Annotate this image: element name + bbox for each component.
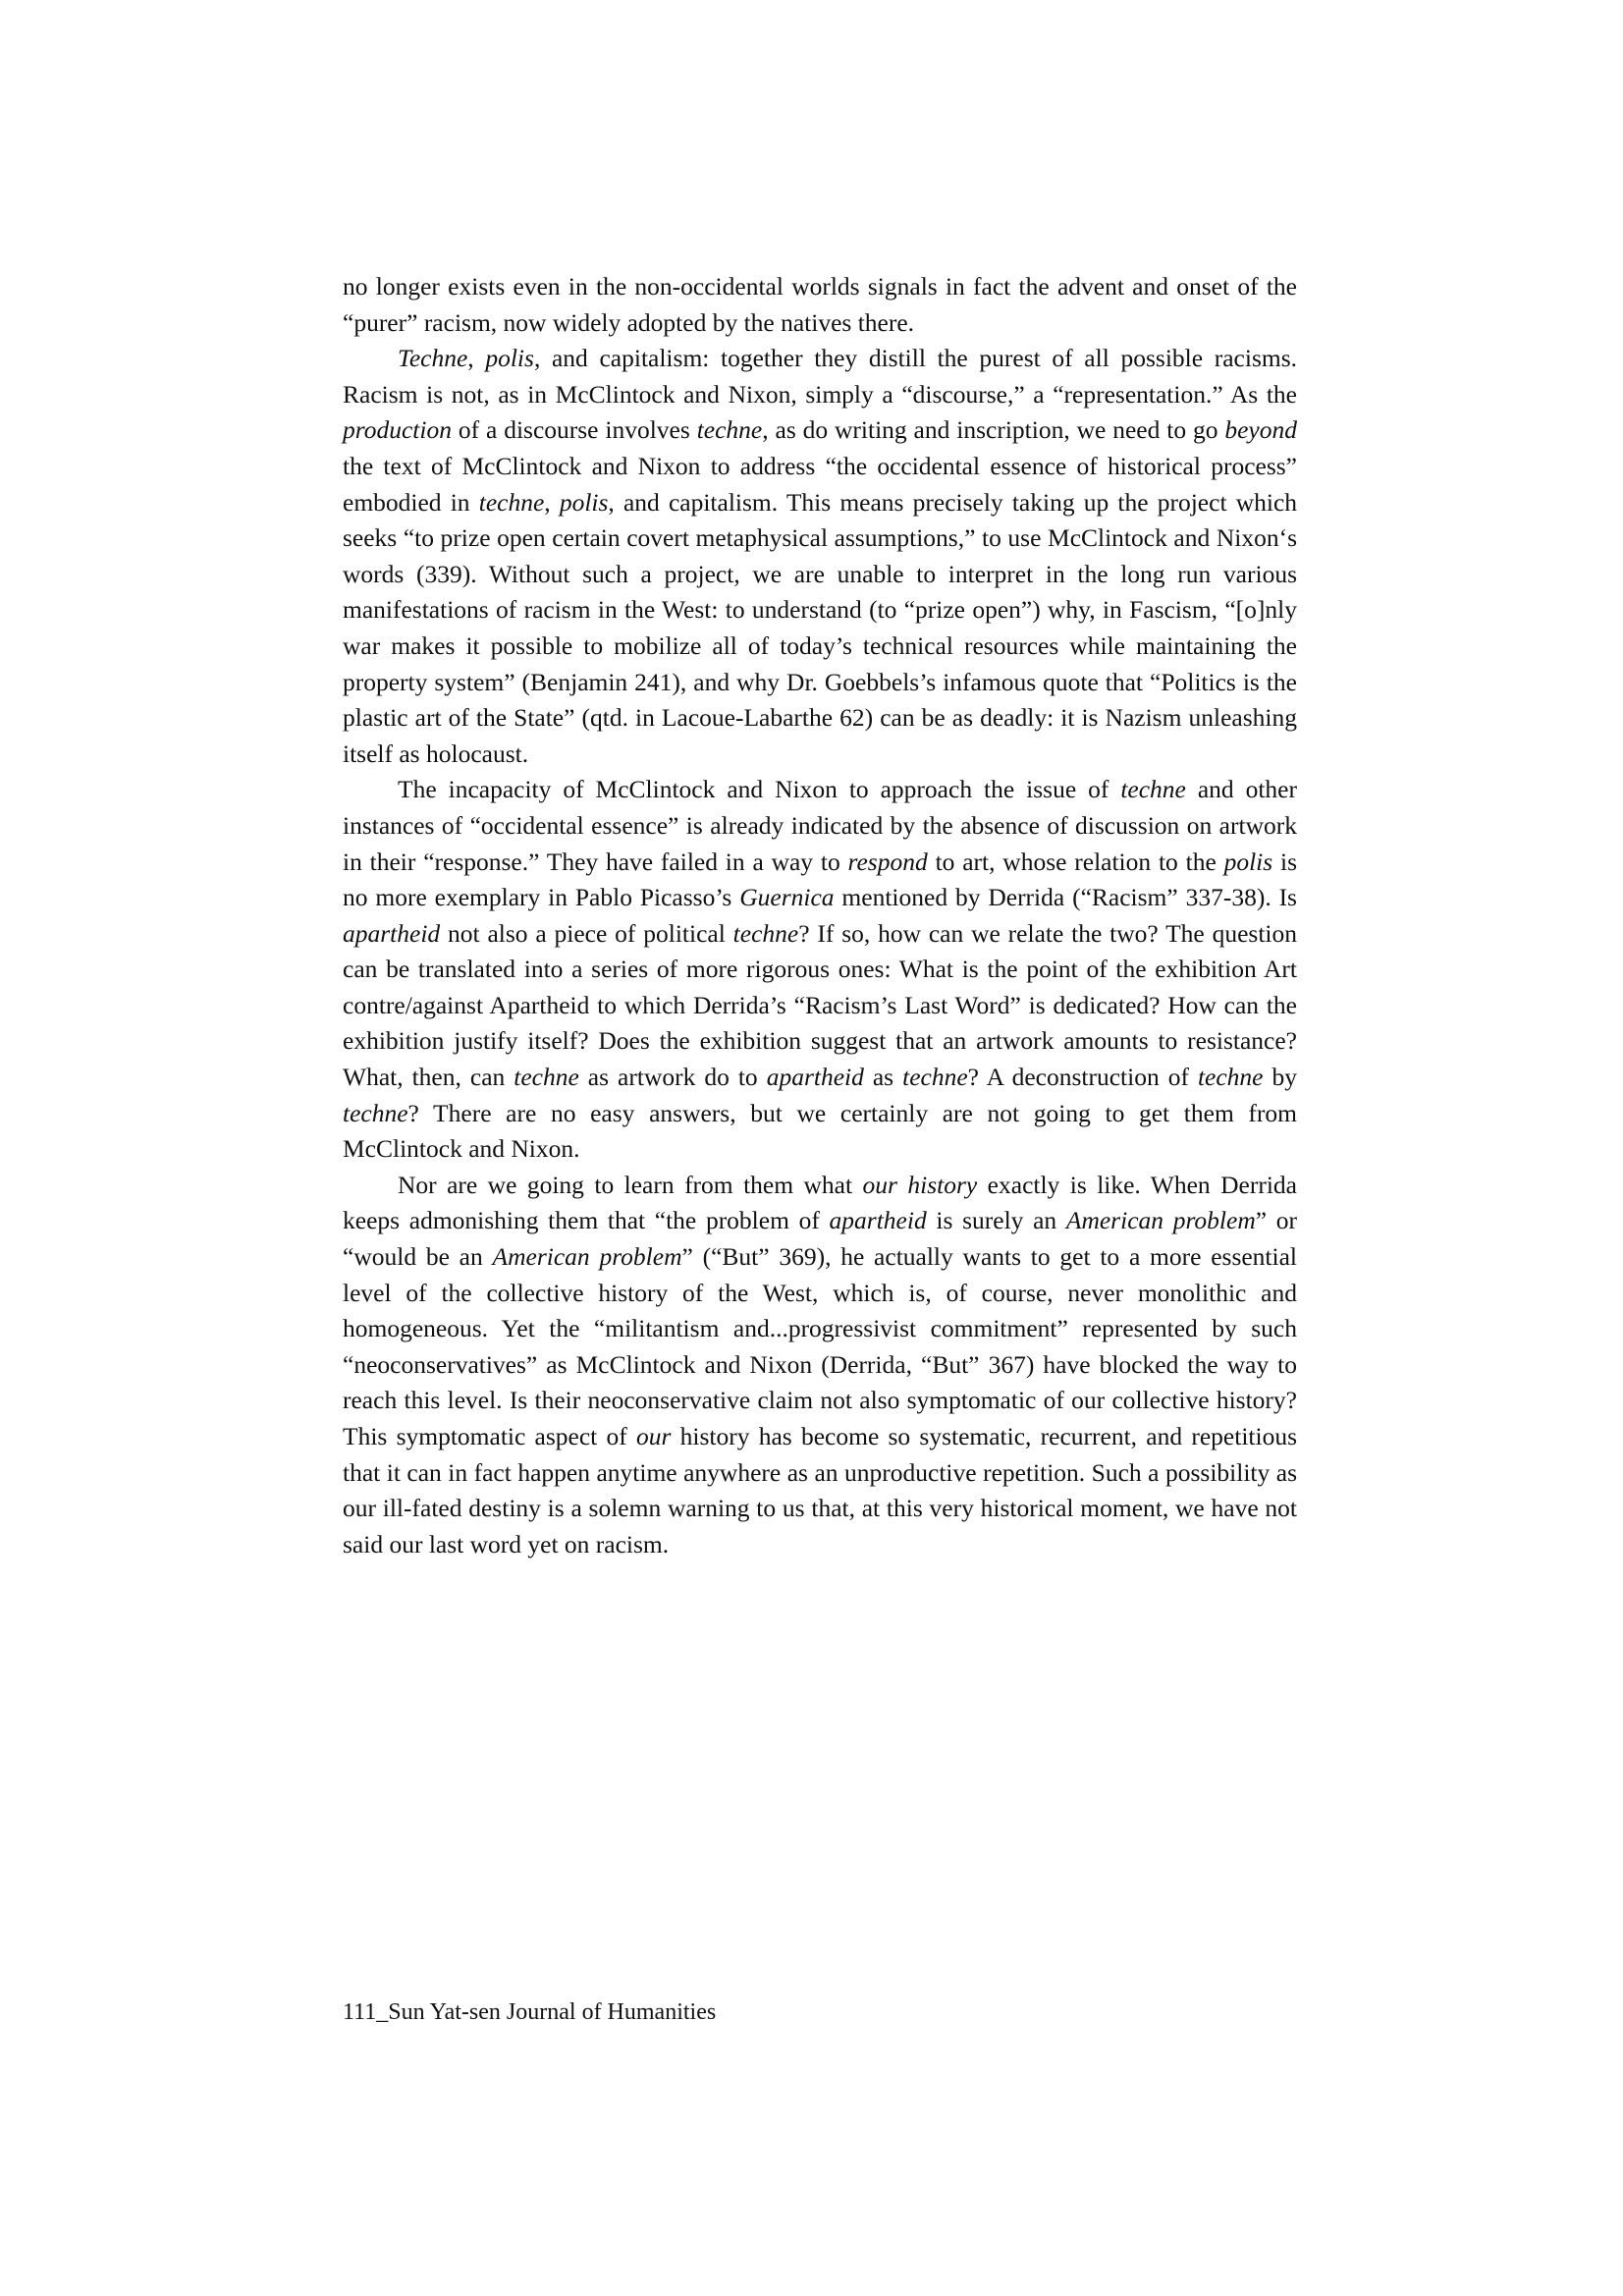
text-run: , and capitalism: together they distill the purest of all possible racisms. Racism is not, as in McClintock and Nixon, simply a “discourse,” a “representation.” As the <box>343 344 1297 409</box>
text-run: history has become so systematic, recurrent, and repetitious that it can in fact happen anytime anywhere as an unproductive repetition. Such a possibility as our ill-fated destiny is a solemn warning to us that, at this very historical moment, we have not said our last word yet on racism. <box>343 1422 1297 1558</box>
text-run: as artwork do to <box>578 1063 767 1092</box>
text-run: , and capitalism. This means precisely taking up the project which seeks “to prize open certain covert metaphysical assumptions,” to use McClintock and Nixon‘s words (339). Without such a project, we are unable to interpret in the long run various manifestations of racism in the West: to understand (to “prize open”) why, in Fascism, “[o]nly war makes it possible to mobilize all of today’s technical resources while maintaining the property system” (Benjamin 241), and why Dr. Goebbels’s infamous quote that “Politics is the plastic art of the State” (qtd. in Lacoue-Labarthe 62) can be as deadly: it is Nazism unleashing itself as holocaust. <box>343 487 1298 768</box>
text-run: Nor are we going to learn from them what <box>398 1170 863 1199</box>
page-footer: 111_Sun Yat-sen Journal of Humanities <box>343 1999 717 2025</box>
italic-run: apartheid <box>766 1063 864 1092</box>
body-paragraph <box>343 772 1297 1168</box>
text-run: the text of McClintock and Nixon to address “the occidental essence of historical process” embodied in <box>343 451 1297 517</box>
text-run: to art, whose relation to the <box>927 847 1224 876</box>
body-paragraph <box>343 341 1297 772</box>
text-run: is surely an <box>926 1206 1066 1235</box>
text-run: ? There are no easy answers, but we certainly are not going to get them from McClintock and Nixon. <box>343 1098 1297 1164</box>
italic-run: techne <box>902 1063 968 1092</box>
text-run: no longer exists even in the non-occidental worlds signals in fact the advent and onset of the “purer” racism, now widely adopted by the natives there. <box>343 272 1297 337</box>
text-run: and other instances of “occidental essence” is already indicated by the absence of discussion on artwork in their “response.” They have failed in a way to <box>343 775 1297 876</box>
italic-run: respond <box>847 847 928 876</box>
text-run: is no more exemplary in Pablo Picasso’s <box>343 847 1297 912</box>
text-run: , as do writing and inscription, we need to go <box>762 415 1225 445</box>
italic-run: production <box>343 415 452 445</box>
italic-run: our history <box>862 1170 978 1199</box>
italic-run: apartheid <box>343 918 441 948</box>
italic-run: our <box>635 1422 672 1450</box>
italic-run: Techne <box>398 344 468 373</box>
page-body <box>343 269 1297 1562</box>
italic-run: techne <box>1197 1063 1264 1092</box>
italic-run: polis <box>485 344 534 373</box>
italic-run: American problem <box>1065 1206 1256 1235</box>
text-run: ” or “would be an <box>343 1206 1297 1272</box>
italic-run: polis <box>559 487 609 517</box>
text-run: , <box>467 344 486 373</box>
text-run: exactly is like. When Derrida keeps admonishing them that “the problem of <box>343 1170 1297 1235</box>
italic-run: techne <box>696 415 763 445</box>
italic-run: techne <box>478 487 545 517</box>
italic-run: American problem <box>492 1242 682 1272</box>
italic-run: apartheid <box>829 1206 927 1235</box>
text-run: ” (“But” 369), he actually wants to get to a more essential level of the collective history of the West, which is, of course, never monolithic and homogeneous. Yet the “militantism and...progressivist commitment” represented by such “neoconservatives” as McClintock and Nixon (Derrida, “But” 367) have blocked the way to reach this level. Is their neoconservative claim not also symptomatic of our collective history? This symptomatic aspect of <box>343 1242 1298 1450</box>
text-run: as <box>863 1063 903 1092</box>
italic-run: techne <box>1120 775 1186 804</box>
text-run: The incapacity of McClintock and Nixon to approach the issue of <box>398 775 1121 804</box>
body-paragraph <box>343 1168 1297 1563</box>
italic-run: beyond <box>1224 415 1297 445</box>
text-run: ? If so, how can we relate the two? The question can be translated into a series of more rigorous ones: What is the point of the exhibition Art contre/against Apartheid to which Derrida’s “Racism’s Last Word” is dedicated? How can the exhibition justify itself? Does the exhibition suggest that an artwork amounts to resistance? What, then, can <box>343 918 1297 1092</box>
italic-run: techne <box>732 918 799 948</box>
body-paragraph <box>343 269 1297 341</box>
text-run: of a discourse involves <box>451 415 697 445</box>
text-run: ? A deconstruction of <box>967 1063 1198 1092</box>
italic-run: techne <box>514 1063 579 1092</box>
italic-run: polis <box>1223 847 1273 876</box>
italic-run: Guernica <box>739 883 835 912</box>
italic-run: techne <box>343 1098 408 1127</box>
text-run: by <box>1263 1063 1297 1092</box>
text-run: mentioned by Derrida (“Racism” 337-38). Is <box>834 883 1297 912</box>
text-run: not also a piece of political <box>440 918 733 948</box>
text-run: , <box>544 487 560 517</box>
